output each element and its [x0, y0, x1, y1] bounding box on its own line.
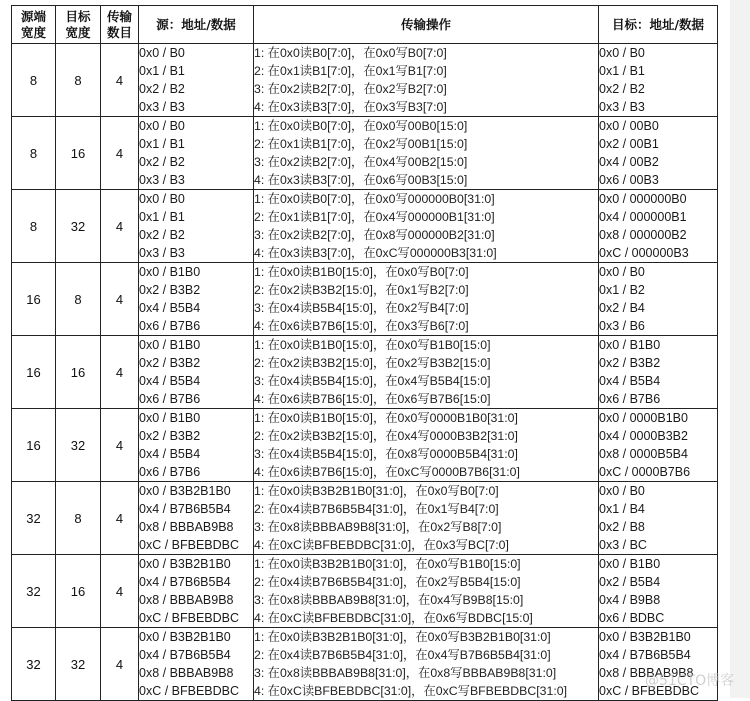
cell-ops-line: 3: 在0x2读B2[7:0]，在0x8写000000B2[31:0] [254, 228, 495, 242]
cell-dst-line: 0xC / 0000B7B6 [599, 465, 691, 479]
cell-dst-line: 0x2 / B8 [599, 520, 645, 534]
cell-dst-width: 32 [56, 190, 101, 263]
cell-dst-line: 0x0 / B0 [599, 265, 645, 279]
header-src-width: 源端 宽度 [12, 6, 56, 44]
cell-dst [599, 482, 718, 555]
cell-dst-line: 0x0 / 00B0 [599, 119, 659, 133]
cell-src-line: 0x6 / B7B6 [139, 465, 201, 479]
cell-ops-line: 1: 在0x0读B0[7:0]，在0x0写00B0[15:0] [254, 119, 468, 133]
cell-dst-width: 32 [56, 628, 101, 701]
cell-src-line: 0x3 / B3 [139, 173, 185, 187]
cell-ops-line: 2: 在0x2读B3B2[15:0]，在0x4写0000B3B2[31:0] [254, 429, 518, 443]
cell-dst-line: 0x0 / B0 [599, 46, 645, 60]
cell-ops [254, 555, 599, 628]
header-count: 传输 数目 [101, 6, 139, 44]
cell-dst [599, 190, 718, 263]
cell-src-line: 0x0 / B0 [139, 119, 185, 133]
cell-dst-width: 32 [56, 409, 101, 482]
cell-ops-line: 2: 在0x2读B3B2[15:0]，在0x1写B2[7:0] [254, 283, 469, 297]
cell-count: 4 [101, 482, 139, 555]
cell-count: 4 [101, 336, 139, 409]
table-row [12, 117, 718, 190]
cell-src-line: 0x0 / B1B0 [139, 338, 201, 352]
header-ops: 传输操作 [254, 6, 599, 44]
cell-src-line: 0x6 / B7B6 [139, 319, 201, 333]
header-dst: 目标：地址/数据 [599, 6, 718, 44]
cell-src [139, 409, 254, 482]
cell-ops-line: 1: 在0x0读B1B0[15:0]，在0x0写0000B1B0[31:0] [254, 411, 518, 425]
cell-dst [599, 263, 718, 336]
cell-count: 4 [101, 555, 139, 628]
cell-ops-line: 2: 在0x4读B7B6B5B4[31:0]，在0x2写B5B4[15:0] [254, 575, 521, 589]
table-row [12, 336, 718, 409]
cell-ops-line: 1: 在0x0读B3B2B1B0[31:0]，在0x0写B0[7:0] [254, 484, 499, 498]
cell-src-line: 0x2 / B2 [139, 155, 185, 169]
cell-dst-line: 0x8 / BBBAB9B8 [599, 666, 694, 680]
cell-ops-line: 3: 在0x8读BBBAB9B8[31:0]，在0x4写B9B8[15:0] [254, 593, 524, 607]
cell-src-line: 0x1 / B1 [139, 210, 185, 224]
cell-dst-line: 0x2 / B3B2 [599, 356, 661, 370]
cell-ops-line: 2: 在0x4读B7B6B5B4[31:0]，在0x4写B7B6B5B4[31:0] [254, 648, 551, 662]
cell-dst-width: 8 [56, 44, 101, 117]
cell-src-line: 0x0 / B3B2B1B0 [139, 484, 231, 498]
cell-dst-line: 0xC / BFBEBDBC [599, 684, 700, 698]
cell-src-width: 8 [12, 44, 56, 117]
cell-count: 4 [101, 44, 139, 117]
cell-src-line: 0x0 / B1B0 [139, 265, 201, 279]
cell-ops [254, 190, 599, 263]
table-row [12, 263, 718, 336]
cell-dst-line: 0x3 / BC [599, 538, 647, 552]
cell-src-line: 0x3 / B3 [139, 246, 185, 260]
table-row [12, 44, 718, 117]
cell-dst-line: 0x8 / 0000B5B4 [599, 447, 688, 461]
cell-dst-line: 0x4 / 000000B1 [599, 210, 687, 224]
cell-ops-line: 4: 在0xC读BFBEBDBC[31:0]，在0x6写BDBC[15:0] [254, 611, 533, 625]
cell-ops [254, 336, 599, 409]
cell-src-line: 0x4 / B5B4 [139, 447, 201, 461]
cell-dst-line: 0x0 / 000000B0 [599, 192, 687, 206]
cell-count: 4 [101, 628, 139, 701]
cell-dst-line: 0x2 / 00B1 [599, 137, 659, 151]
cell-ops [254, 117, 599, 190]
cell-dst-line: 0x1 / B1 [599, 64, 645, 78]
cell-dst-line: 0x3 / B3 [599, 100, 645, 114]
cell-ops-line: 4: 在0x3读B3[7:0]，在0xC写000000B3[31:0] [254, 246, 497, 260]
cell-ops [254, 44, 599, 117]
cell-src-line: 0x2 / B3B2 [139, 356, 201, 370]
cell-ops-line: 1: 在0x0读B0[7:0]，在0x0写000000B0[31:0] [254, 192, 495, 206]
cell-src-line: 0x0 / B3B2B1B0 [139, 630, 231, 644]
cell-ops-line: 4: 在0x6读B7B6[15:0]，在0x3写B6[7:0] [254, 319, 469, 333]
cell-ops-line: 1: 在0x0读B1B0[15:0]，在0x0写B1B0[15:0] [254, 338, 491, 352]
cell-count: 4 [101, 190, 139, 263]
transfer-width-table [11, 5, 718, 701]
table-row [12, 555, 718, 628]
table-header-row [12, 6, 718, 44]
cell-src-line: 0x1 / B1 [139, 137, 185, 151]
cell-ops-line: 3: 在0x4读B5B4[15:0]，在0x8写0000B5B4[31:0] [254, 447, 518, 461]
cell-src-line: 0x4 / B7B6B5B4 [139, 575, 231, 589]
cell-dst-line: 0xC / 000000B3 [599, 246, 689, 260]
cell-dst-line: 0x6 / B7B6 [599, 392, 661, 406]
cell-count: 4 [101, 409, 139, 482]
cell-dst-line: 0x2 / B5B4 [599, 575, 661, 589]
cell-src-line: 0x0 / B0 [139, 192, 185, 206]
cell-src [139, 555, 254, 628]
cell-src-line: 0x0 / B3B2B1B0 [139, 557, 231, 571]
cell-dst [599, 44, 718, 117]
table-row [12, 628, 718, 701]
cell-dst-line: 0x0 / 0000B1B0 [599, 411, 688, 425]
header-dst-width: 目标 宽度 [56, 6, 101, 44]
cell-ops [254, 482, 599, 555]
cell-ops-line: 2: 在0x1读B1[7:0]，在0x1写B1[7:0] [254, 64, 447, 78]
cell-dst-line: 0x2 / B4 [599, 301, 645, 315]
cell-dst-line: 0x1 / B2 [599, 283, 645, 297]
cell-src-line: 0x4 / B5B4 [139, 374, 201, 388]
cell-dst-line: 0x3 / B6 [599, 319, 645, 333]
cell-src-width: 16 [12, 409, 56, 482]
cell-src [139, 628, 254, 701]
cell-src [139, 117, 254, 190]
cell-count: 4 [101, 117, 139, 190]
cell-ops-line: 4: 在0x6读B7B6[15:0]，在0xC写0000B7B6[31:0] [254, 465, 520, 479]
cell-src-line: 0x4 / B7B6B5B4 [139, 502, 231, 516]
table-body [12, 44, 718, 701]
cell-dst-line: 0x4 / 00B2 [599, 155, 659, 169]
cell-ops-line: 4: 在0x6读B7B6[15:0]，在0x6写B7B6[15:0] [254, 392, 491, 406]
cell-ops-line: 3: 在0x8读BBBAB9B8[31:0]，在0x2写B8[7:0] [254, 520, 502, 534]
cell-src [139, 482, 254, 555]
cell-ops-line: 4: 在0xC读BFBEBDBC[31:0]，在0xC写BFBEBDBC[31:0] [254, 684, 567, 698]
cell-dst-line: 0x6 / BDBC [599, 611, 665, 625]
cell-src-line: 0x8 / BBBAB9B8 [139, 520, 234, 534]
cell-dst-line: 0x0 / B0 [599, 484, 645, 498]
cell-dst-line: 0x1 / B4 [599, 502, 645, 516]
cell-dst-width: 16 [56, 555, 101, 628]
header-src: 源：地址/数据 [139, 6, 254, 44]
cell-src-line: 0xC / BFBEBDBC [139, 538, 240, 552]
cell-dst-width: 8 [56, 482, 101, 555]
cell-src-line: 0x6 / B7B6 [139, 392, 201, 406]
cell-src-line: 0x0 / B0 [139, 46, 185, 60]
cell-src-line: 0x1 / B1 [139, 64, 185, 78]
cell-src-line: 0x4 / B5B4 [139, 301, 201, 315]
cell-dst-width: 8 [56, 263, 101, 336]
cell-ops [254, 628, 599, 701]
cell-dst-line: 0x2 / B2 [599, 82, 645, 96]
cell-dst-width: 16 [56, 117, 101, 190]
cell-src-line: 0x2 / B2 [139, 228, 185, 242]
cell-src-width: 8 [12, 190, 56, 263]
cell-src-line: 0xC / BFBEBDBC [139, 611, 240, 625]
cell-ops-line: 1: 在0x0读B3B2B1B0[31:0]，在0x0写B1B0[15:0] [254, 557, 521, 571]
cell-dst-line: 0x4 / 0000B3B2 [599, 429, 688, 443]
cell-src [139, 44, 254, 117]
cell-dst [599, 409, 718, 482]
cell-src-width: 32 [12, 555, 56, 628]
cell-ops-line: 4: 在0xC读BFBEBDBC[31:0]，在0x3写BC[7:0] [254, 538, 509, 552]
watermark: @51CTO博客 [645, 673, 735, 689]
cell-ops-line: 3: 在0x8读BBBAB9B8[31:0]，在0x8写BBBAB9B8[31:0] [254, 666, 557, 680]
cell-ops-line: 1: 在0x0读B1B0[15:0]，在0x0写B0[7:0] [254, 265, 469, 279]
cell-dst-line: 0x4 / B7B6B5B4 [599, 648, 691, 662]
cell-ops-line: 2: 在0x1读B1[7:0]，在0x4写000000B1[31:0] [254, 210, 495, 224]
cell-src-line: 0x0 / B1B0 [139, 411, 201, 425]
cell-dst [599, 336, 718, 409]
cell-src-width: 32 [12, 482, 56, 555]
cell-ops-line: 4: 在0x3读B3[7:0]，在0x3写B3[7:0] [254, 100, 447, 114]
cell-ops-line: 4: 在0x3读B3[7:0]，在0x6写00B3[15:0] [254, 173, 468, 187]
cell-dst-width: 16 [56, 336, 101, 409]
cell-ops [254, 409, 599, 482]
cell-ops-line: 2: 在0x2读B3B2[15:0]，在0x2写B3B2[15:0] [254, 356, 491, 370]
page-side-strip [730, 0, 750, 698]
cell-ops-line: 2: 在0x1读B1[7:0]，在0x2写00B1[15:0] [254, 137, 468, 151]
cell-dst-line: 0x6 / 00B3 [599, 173, 659, 187]
cell-src [139, 190, 254, 263]
cell-src-line: 0x2 / B2 [139, 82, 185, 96]
cell-ops-line: 3: 在0x4读B5B4[15:0]，在0x4写B5B4[15:0] [254, 374, 491, 388]
cell-src-width: 16 [12, 263, 56, 336]
cell-src-line: 0xC / BFBEBDBC [139, 684, 240, 698]
cell-src [139, 263, 254, 336]
cell-src-width: 32 [12, 628, 56, 701]
cell-ops-line: 3: 在0x2读B2[7:0]，在0x4写00B2[15:0] [254, 155, 468, 169]
table-row [12, 482, 718, 555]
cell-count: 4 [101, 263, 139, 336]
cell-src-line: 0x2 / B3B2 [139, 283, 201, 297]
cell-dst-line: 0x0 / B1B0 [599, 338, 661, 352]
cell-ops-line: 3: 在0x4读B5B4[15:0]，在0x2写B4[7:0] [254, 301, 469, 315]
cell-ops-line: 2: 在0x4读B7B6B5B4[31:0]，在0x1写B4[7:0] [254, 502, 499, 516]
cell-src-line: 0x4 / B7B6B5B4 [139, 648, 231, 662]
cell-dst-line: 0x4 / B5B4 [599, 374, 661, 388]
cell-src [139, 336, 254, 409]
cell-ops-line: 1: 在0x0读B3B2B1B0[31:0]，在0x0写B3B2B1B0[31:0] [254, 630, 551, 644]
cell-src-width: 8 [12, 117, 56, 190]
cell-dst-line: 0x8 / 000000B2 [599, 228, 687, 242]
cell-dst [599, 117, 718, 190]
cell-src-line: 0x3 / B3 [139, 100, 185, 114]
table-row [12, 190, 718, 263]
cell-dst [599, 555, 718, 628]
cell-src-line: 0x2 / B3B2 [139, 429, 201, 443]
cell-src-width: 16 [12, 336, 56, 409]
cell-dst-line: 0x0 / B1B0 [599, 557, 661, 571]
cell-dst-line: 0x4 / B9B8 [599, 593, 661, 607]
cell-src-line: 0x8 / BBBAB9B8 [139, 666, 234, 680]
table-row [12, 409, 718, 482]
cell-ops-line: 1: 在0x0读B0[7:0]，在0x0写B0[7:0] [254, 46, 447, 60]
cell-ops [254, 263, 599, 336]
cell-src-line: 0x8 / BBBAB9B8 [139, 593, 234, 607]
cell-dst-line: 0x0 / B3B2B1B0 [599, 630, 691, 644]
cell-ops-line: 3: 在0x2读B2[7:0]，在0x2写B2[7:0] [254, 82, 447, 96]
